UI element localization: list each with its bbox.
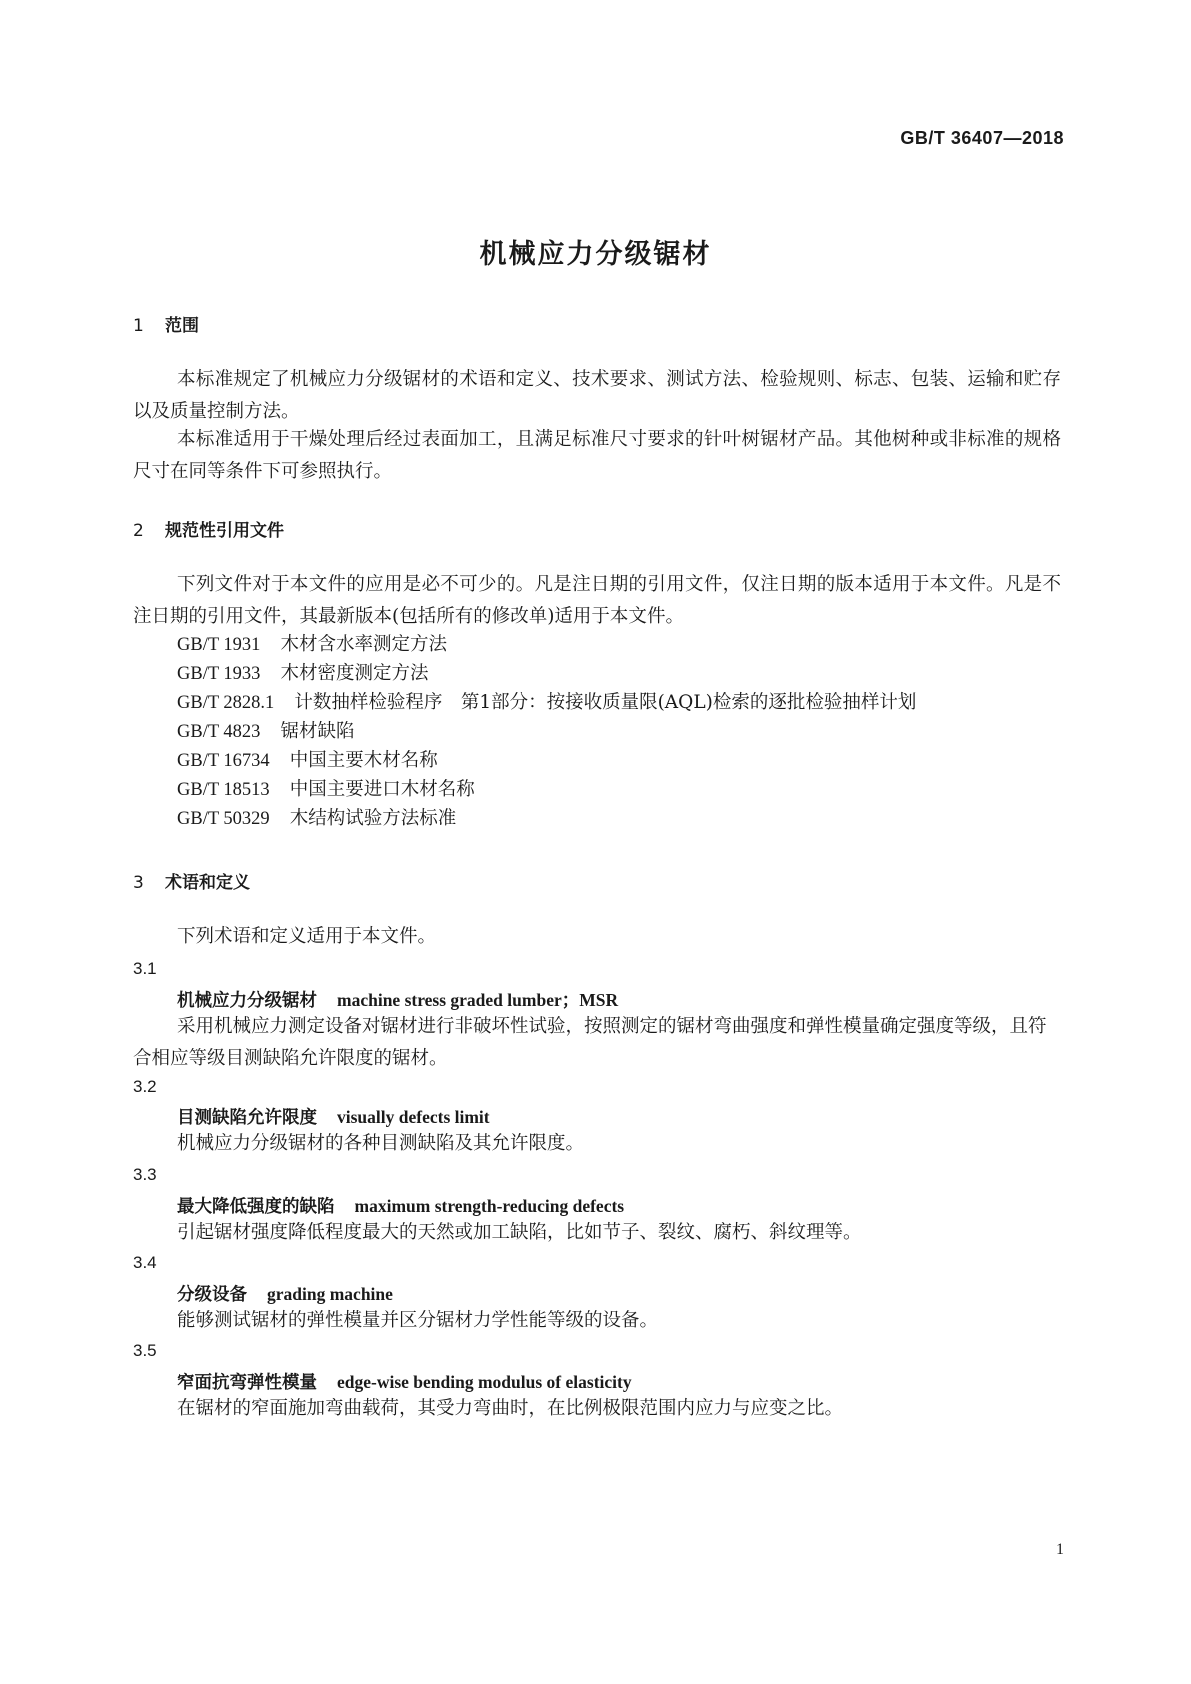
term-heading (177, 1104, 490, 1129)
section-title: 范围 (165, 316, 199, 336)
term-name-zh: 最大降低强度的缺陷 (177, 1197, 335, 1217)
term-name-en: maximum strength-reducing defects (354, 1196, 625, 1216)
section-2-paragraph-1: 下列文件对于本文件的应用是必不可少的。凡是注日期的引用文件，仅注日期的版本适用于本文件。凡是不注日期的引用文件，其最新版本(包括所有的修改单)适用于本文件。 (133, 574, 1061, 627)
reference-item (177, 687, 916, 719)
term-definition: 机械应力分级锯材的各种目测缺陷及其允许限度。 (177, 1133, 585, 1154)
section-number: 3 (133, 873, 144, 893)
reference-code: GB/T 4823 (177, 722, 261, 742)
reference-code: GB/T 18513 (177, 780, 270, 800)
reference-item (177, 803, 456, 835)
section-1-paragraph-1: 本标准规定了机械应力分级锯材的术语和定义、技术要求、测试方法、检验规则、标志、包装、运输和贮存以及质量控制方法。 (133, 369, 1061, 422)
reference-item (177, 745, 438, 777)
term-definition: 能够测试锯材的弹性模量并区分锯材力学性能等级的设备。 (177, 1310, 659, 1331)
term-number: 3.3 (133, 1165, 157, 1184)
reference-name: 中国主要进口木材名称 (289, 779, 475, 800)
document-title: 机械应力分级锯材 (479, 239, 712, 270)
term-heading (177, 1193, 624, 1218)
section-3-paragraph-1: 下列术语和定义适用于本文件。 (177, 926, 437, 947)
term-number: 3.1 (133, 959, 157, 978)
section-title: 规范性引用文件 (165, 521, 284, 541)
term-name-en: visually defects limit (337, 1107, 490, 1127)
section-2-heading (133, 516, 284, 541)
term-name-en: edge-wise bending modulus of elasticity (337, 1372, 632, 1392)
reference-item (177, 658, 428, 690)
term-name-zh: 窄面抗弯弹性模量 (177, 1373, 317, 1393)
term-name-en: grading machine (267, 1284, 393, 1304)
term-definition: 引起锯材强度降低程度最大的天然或加工缺陷，比如节子、裂纹、腐朽、斜纹理等。 (177, 1222, 862, 1243)
term-definition: 采用机械应力测定设备对锯材进行非破坏性试验，按照测定的锯材弯曲强度和弹性模量确定强度等级，且符合相应等级目测缺陷允许限度的锯材。 (133, 1016, 1047, 1069)
reference-name: 计数抽样检验程序 第1部分：按接收质量限(AQL)检索的逐批检验抽样计划 (294, 692, 917, 713)
term-heading (177, 1281, 393, 1306)
reference-name: 中国主要木材名称 (289, 750, 438, 771)
reference-item (177, 716, 354, 748)
reference-name: 木材密度测定方法 (280, 663, 429, 684)
reference-name: 木结构试验方法标准 (289, 808, 457, 829)
reference-code: GB/T 2828.1 (177, 693, 275, 713)
term-heading (177, 987, 618, 1012)
reference-name: 锯材缺陷 (280, 721, 355, 742)
term-number: 3.4 (133, 1253, 157, 1272)
page-number: 1 (1056, 1541, 1064, 1558)
section-1-heading (133, 311, 199, 336)
reference-name: 木材含水率测定方法 (280, 634, 447, 655)
reference-code: GB/T 1931 (177, 635, 261, 655)
section-1-paragraph-2: 本标准适用于干燥处理后经过表面加工，且满足标准尺寸要求的针叶树锯材产品。其他树种或非标准的规格尺寸在同等条件下可参照执行。 (133, 429, 1061, 482)
term-name-en: machine stress graded lumber；MSR (337, 990, 619, 1010)
term-name-zh: 目测缺陷允许限度 (177, 1108, 317, 1128)
term-number: 3.2 (133, 1077, 157, 1096)
term-definition: 在锯材的窄面施加弯曲载荷，其受力弯曲时，在比例极限范围内应力与应变之比。 (177, 1398, 844, 1419)
reference-code: GB/T 16734 (177, 751, 270, 771)
reference-item (177, 774, 475, 806)
section-number: 2 (133, 521, 144, 541)
section-title: 术语和定义 (165, 873, 250, 893)
term-number: 3.5 (133, 1341, 157, 1360)
term-heading (177, 1369, 632, 1394)
reference-code: GB/T 50329 (177, 809, 270, 829)
section-number: 1 (133, 316, 144, 336)
standard-number: GB/T 36407—2018 (900, 128, 1064, 148)
section-3-heading (133, 868, 250, 893)
term-name-zh: 机械应力分级锯材 (177, 991, 317, 1011)
term-name-zh: 分级设备 (177, 1285, 247, 1305)
reference-item (177, 629, 447, 661)
reference-code: GB/T 1933 (177, 664, 261, 684)
